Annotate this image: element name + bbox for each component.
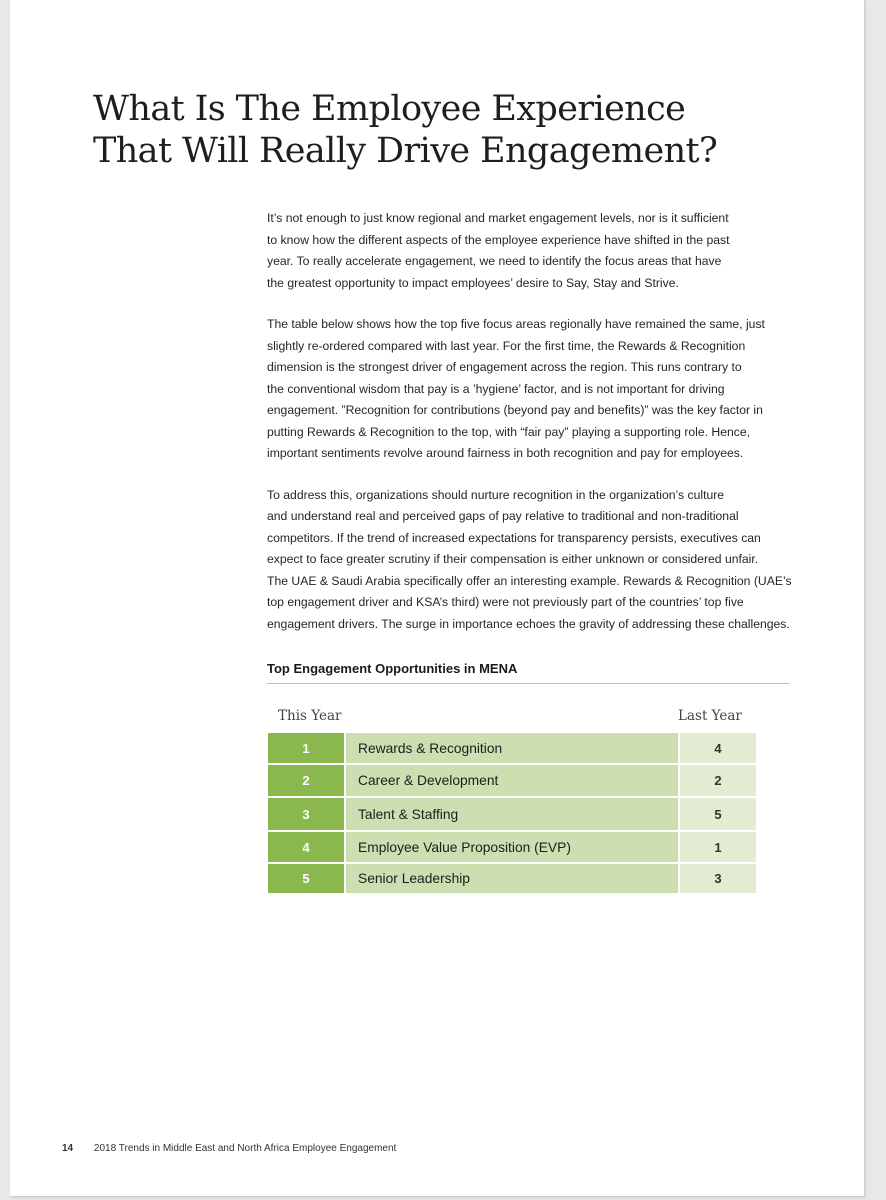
header-last-year: Last Year [678,708,742,724]
rank-last-year: 4 [680,733,756,763]
paragraph-1 [267,208,807,294]
text-line: The table below shows how the top five focus areas regionally have remained the same, just [267,317,765,331]
focus-area: Talent & Staffing [346,798,678,830]
text-line: slightly re-ordered compared with last year. For the first time, the Rewards & Recognition [267,338,746,353]
footer-text: 2018 Trends in Middle East and North Africa Employee Engagement [93,1143,397,1154]
document-page [10,0,865,1197]
page-title [93,88,793,172]
text-line: the conventional wisdom that pay is a ’hygiene’ factor, and is not important for driving [267,381,725,396]
page-footer [62,1143,396,1154]
text-line: It’s not enough to just know regional and market engagement levels, nor is it sufficient [267,211,729,225]
text-line: dimension is the strongest driver of engagement across the region. This runs contrary to [267,360,742,374]
focus-area: Rewards & Recognition [346,733,678,763]
text-line: To address this, organizations should nurture recognition in the organization’s culture [267,487,725,502]
text-line: engagement drivers. The surge in importance echoes the gravity of addressing these challenges. [267,616,790,631]
text-line: and understand real and perceived gaps of pay relative to traditional and non-traditional [267,509,739,523]
text-line: year. To really accelerate engagement, we need to identify the focus areas that have [267,254,722,268]
text-line: to know how the different aspects of the employee experience have shifted in the past [267,232,730,247]
rank-this-year: 5 [268,864,344,893]
text-line: expect to face greater scrutiny if their compensation is either unknown or considered unfair. [267,552,759,566]
text-line: putting Rewards & Recognition to the top, with “fair pay” playing a supporting role. Hence, [267,424,751,439]
focus-area: Senior Leadership [346,864,678,893]
engagement-table [268,733,756,895]
body-text [267,208,807,655]
text-line: competitors. If the trend of increased expectations for transparency persists, executives can [267,530,761,545]
paragraph-3 [267,485,807,636]
text-line: engagement. ”Recognition for contributions (beyond pay and benefits)” was the key factor in [267,403,763,417]
text-line: The UAE & Saudi Arabia specifically offer an interesting example. Rewards & Recognition (UAE’s [267,573,792,588]
rank-this-year: 2 [268,765,344,796]
rank-last-year: 3 [680,864,756,893]
table-row [268,864,756,893]
table-row [268,733,756,763]
focus-area: Career & Development [346,765,678,796]
rank-last-year: 1 [680,832,756,862]
rank-last-year: 5 [680,798,756,830]
rank-this-year: 3 [268,798,344,830]
table-row [268,832,756,862]
text-line: top engagement driver and KSA’s third) were not previously part of the countries’ top five [267,595,744,609]
page-number: 14 [62,1143,74,1154]
table-row [268,765,756,796]
table-title: Top Engagement Opportunities in MENA [267,661,790,684]
text-line: important sentiments revolve around fairness in both recognition and pay for employees. [267,446,744,460]
rank-this-year: 1 [268,733,344,763]
header-this-year: This Year [278,708,342,724]
rank-last-year: 2 [680,765,756,796]
title-line-1: What Is The Employee Experience [93,89,686,129]
paragraph-2 [267,314,807,465]
table-row [268,798,756,830]
focus-area: Employee Value Proposition (EVP) [346,832,678,862]
text-line: the greatest opportunity to impact employees’ desire to Say, Stay and Strive. [267,275,679,290]
title-line-2: That Will Really Drive Engagement? [93,131,718,171]
rank-this-year: 4 [268,832,344,862]
